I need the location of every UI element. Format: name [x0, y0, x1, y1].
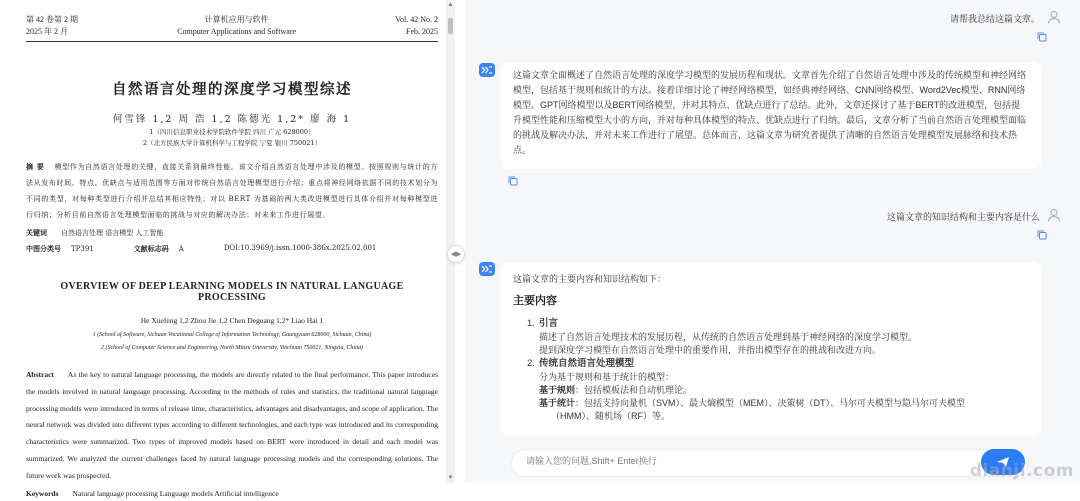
- header-date-en: Feb. 2025: [406, 27, 438, 36]
- sub-item-continuation: （HMM）、随机场（RF）等。: [551, 411, 670, 421]
- sub-item: [527, 384, 1029, 397]
- cls-label: 中图分类号: [26, 244, 61, 253]
- classification-row: [26, 241, 438, 257]
- content-list: [513, 317, 1029, 423]
- copy-icon[interactable]: [507, 175, 519, 187]
- chat-input-bar: [511, 449, 1029, 477]
- keywords-text: 自然语言处理 语言模型 人工智能: [61, 229, 164, 237]
- list-item-title: 传统自然语言处理模型: [539, 358, 635, 369]
- collapse-arrows-icon: ◀▶: [450, 251, 462, 258]
- paper-title-en: OVERVIEW OF DEEP LEARNING MODELS IN NATURAL LANGUAGE PROCESSING: [60, 281, 404, 303]
- affiliation-1: 1（四川信息职业技术学院软件学院 四川 广元 628000）: [149, 128, 315, 136]
- header-journal-cn: 计算机应用与软件: [204, 15, 269, 24]
- pane-resize-handle[interactable]: [447, 245, 465, 263]
- user-message-2: 这篇文章的知识结构和主要内容是什么: [886, 212, 1040, 222]
- list-item-number: 2.: [527, 358, 535, 369]
- sub-item-text: ：包括模板法和自动机理论。: [575, 385, 693, 395]
- document-scrollbar[interactable]: [446, 0, 455, 483]
- chat-pane: [465, 0, 1080, 483]
- list-item-line: 提到深度学习模型在自然语言处理中的重要作用，并指出模型存在的挑战和改进方向。: [539, 345, 882, 355]
- keywords-cn: [26, 225, 438, 241]
- sub-item-label: 基于规则: [539, 385, 576, 395]
- list-item-number: 1.: [527, 318, 535, 329]
- list-item: [527, 357, 1029, 423]
- paper-affiliations-en: [26, 329, 438, 355]
- bot-avatar-icon: [479, 63, 495, 77]
- copy-icon[interactable]: [1036, 31, 1048, 43]
- affiliation-2: 2（北方民族大学计算机科学与工程学院 宁夏 银川 750021）: [142, 139, 322, 147]
- affiliation-en-2: 2 (School of Computer Science and Engineering, North Minzu University, Yinchuan 750021, Ningxia, China): [100, 345, 364, 351]
- doc-code-label: 文献标志码: [133, 244, 169, 253]
- affiliation-en-1: 1 (School of Software, Sichuan Vocational College of Information Technology, Guangyuan 628000, Sichuan, China): [92, 332, 372, 338]
- sub-item-label: 基于统计: [539, 398, 576, 408]
- list-item: [527, 317, 1029, 357]
- header-vol-en: Vol. 42 No. 2: [395, 15, 438, 24]
- document-pane[interactable]: [0, 0, 446, 498]
- reply-intro: 这篇文章的主要内容和知识结构如下：: [513, 274, 667, 284]
- paper-authors-en: He Xuefeng 1,2 Zhou Jie 1,2 Chen Deguang 1,2* Liao Hai 1: [140, 316, 324, 325]
- bot-avatar-icon: [479, 262, 495, 276]
- abstract-text: 模型作为自然语言处理的关键，直接关系到最终性能。该文介绍自然语言处理中涉及的模型。按照规则与统计的方法从发布时间、特点、优缺点与适用范围等方面对传统自然语言处理模型进行介绍；重点将神经网络依据不同的技术划分为不同的类型，对每种类型进行介绍并总结其相应特性；对以 BERT 为基础的两大类改进模型进行具体介绍并对每种模型进行归纳；分析目前自然语言处理模型面临的挑战与对应的解决办法；对未来工作进行展望。: [26, 163, 439, 219]
- keywords-en-text: Natural language processing Language models Artificial intelligence: [72, 488, 279, 498]
- user-avatar-icon: [1046, 207, 1062, 223]
- cls-value: TP391: [71, 245, 94, 253]
- bot-reply-2: [501, 262, 1041, 436]
- abstract-en-label: Abstract: [26, 370, 54, 379]
- list-item-title: 引言: [539, 318, 559, 329]
- copy-icon[interactable]: [1036, 229, 1048, 241]
- watermark: dianji.com: [969, 461, 1074, 481]
- sub-item-text: ：包括支持向量机（SVM）、最大熵模型（MEM）、决策树（DT）、马尔可夫模型与隐马尔可夫模型: [575, 398, 966, 408]
- abstract-cn: [26, 159, 438, 223]
- abstract-label: 摘 要: [26, 162, 45, 171]
- abstract-en-text: As the key to natural language processing, the models are directly related to the final performance. This paper introduces the models involved in natural language processing. According to the methods of rules and statistics, the traditional natural language processing models were introduced in terms of release time, characteristics, advantages and disadvantages, and scope of application. The neural network was divided into different types according to different technologies, and each type was introduced and its corresponding characteristics were summarized. Two types of improved models based on BERT were introduced in detail and each model was summarized. We analyzed the current challenges faced by natural language processing models and the corresponding solutions. The future work was prospected.: [26, 370, 438, 480]
- paper-title: 自然语言处理的深度学习模型综述: [112, 81, 352, 98]
- abstract-en: [26, 367, 438, 485]
- paper-authors: 何雪锋 1,2 周 浩 1,2 陈德光 1,2* 廖 海 1: [112, 114, 352, 125]
- list-item-line: 描述了自然语言处理技术的发展历程，从传统的自然语言处理到基于神经网络的深度学习模型。: [539, 332, 918, 342]
- scrollbar-thumb[interactable]: [448, 18, 453, 34]
- user-avatar-icon: [1046, 9, 1062, 25]
- keywords-en-label: Keywords: [26, 488, 59, 498]
- list-item-line: 分为基于规则和基于统计的模型：: [539, 372, 675, 382]
- journal-header: [26, 14, 438, 38]
- reply-heading: 主要内容: [513, 295, 557, 307]
- user-message-1: 请帮我总结这篇文章。: [949, 14, 1040, 24]
- sub-item: [527, 397, 1029, 410]
- header-rule: [26, 41, 438, 42]
- header-journal-en: Computer Applications and Software: [177, 27, 297, 36]
- bot-reply-1: 这篇文章全面概述了自然语言处理的深度学习模型的发展历程和现状。文章首先介绍了自然语言处理中涉及的传统模型和神经网络模型，包括基于规则和统计的方法。接着详细讨论了神经网络模型，如经典神经网络、CNN网络模型、Word2Vec模型、RNN网络模型、GPT网络模型以及BERT网络模型，并对其特点、优缺点进行了总结。此外，文章还探讨了基于BERT的改进模型，包括提升模型性能和压缩模型大小的方向，并对每种具体模型的特点、优缺点进行了归纳。最后，文章分析了当前自然语言处理模型面临的挑战及解决办法，并对未来工作进行了展望。总体而言，这篇文章为研究者提供了清晰的自然语言处理模型发展脉络和技术热点。: [501, 62, 1041, 169]
- keywords-label: 关键词: [26, 228, 47, 237]
- doi: DOI:10.3969/j.issn.1000-386x.2025.02.001: [223, 244, 377, 252]
- keywords-en: [26, 487, 438, 501]
- paper-affiliations: [26, 127, 438, 149]
- header-volume: 第 42 卷第 2 期: [26, 15, 78, 24]
- scroll-down-icon[interactable]: ▼: [447, 475, 454, 481]
- scroll-up-icon[interactable]: ▲: [447, 2, 454, 8]
- doc-code-value: A: [178, 245, 184, 253]
- header-date: 2025 年 2 月: [26, 27, 68, 36]
- document-page: [0, 0, 446, 501]
- chat-input[interactable]: [526, 456, 926, 466]
